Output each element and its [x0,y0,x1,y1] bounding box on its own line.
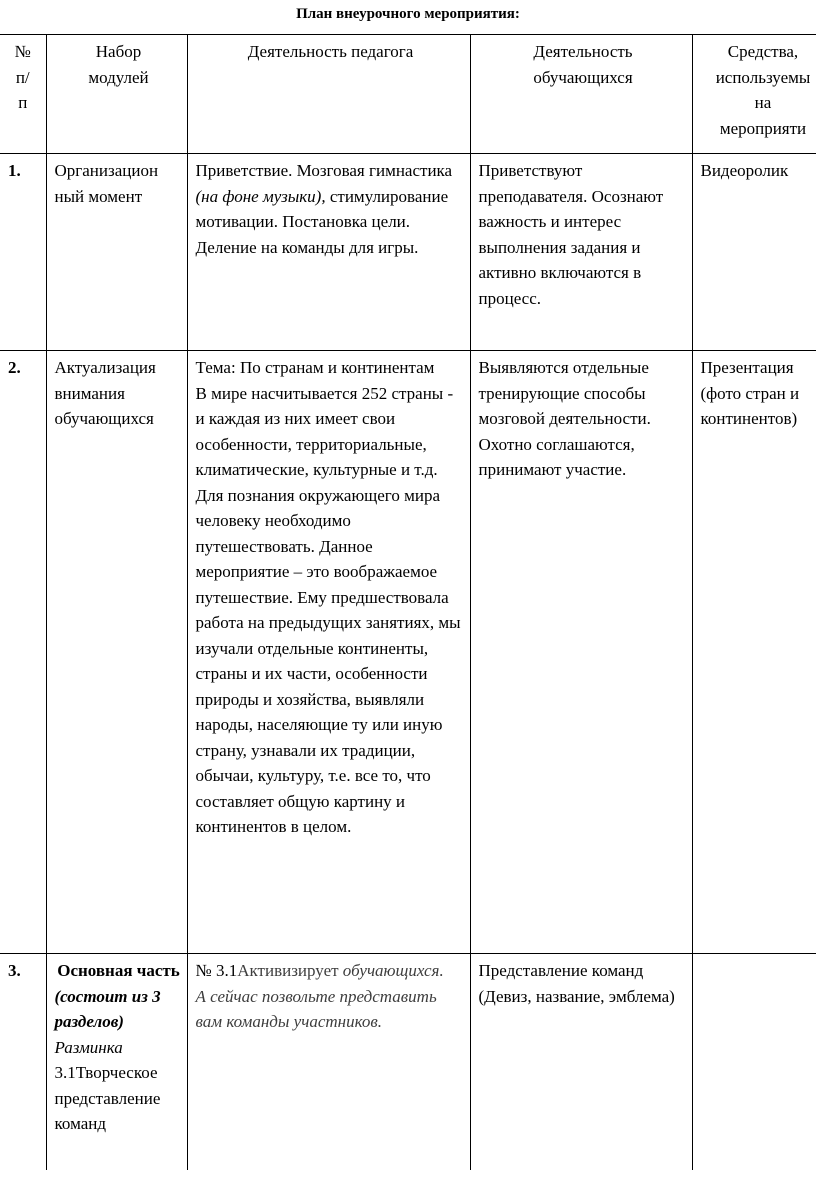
table-row [0,351,816,954]
row-teacher: № 3.1Активизирует обучающихся. А сейчас позвольте представить вам команды участников. [187,954,470,1171]
row-module: Актуализация внимания обучающихся [46,351,187,954]
row-means [692,954,816,1171]
header-num: № п/ п [0,35,46,154]
row-students: Выявляются отдельные тренирующие способы мозговой деятельности. Охотно соглашаются, принимают участие. [470,351,692,954]
row-number: 3. [0,954,46,1171]
table-row [0,954,816,1171]
row-students: Приветствуют преподавателя. Осознают важность и интерес выполнения задания и активно включаются в процесс. [470,154,692,351]
page-title: План внеурочного мероприятия: [296,6,520,22]
plan-table [0,34,816,1170]
table-header-row [0,35,816,154]
header-means: Средства, используемы на мероприяти [692,35,816,154]
row-teacher: Приветствие. Мозговая гимнастика (на фоне музыки), стимулирование мотивации. Постановка цели. Деление на команды для игры. [187,154,470,351]
row-topic: Тема: По странам и континентам [195,358,435,377]
header-students: Деятельность обучающихся [470,35,692,154]
row-teacher-quote: А сейчас позвольте представить вам команды участников. [195,986,437,1031]
row-module: Организацион ный момент [46,154,187,351]
row-means: Видеоролик [692,154,816,351]
row-number: 2. [0,351,46,954]
header-teacher: Деятельность педагога [187,35,470,154]
table-row [0,154,816,351]
row-students: Представление команд (Девиз, название, эмблема) [470,954,692,1171]
header-module: Набор модулей [46,35,187,154]
row-teacher [187,351,470,954]
row-means: Презентация (фото стран и континентов) [692,351,816,954]
row-teacher-body: В мире насчитывается 252 страны - и каждая из них имеет свои особенности, территориальные, климатические, культурные и т.д. Для познания окружающего мира человеку необходимо путешествовать. Данное мероприятие – это воображаемое путешествие. Ему предшествовала работа на предыдущих занятиях, мы изучали отдельные континенты, страны и их части, особенности природы и хозяйства, выявляли народы, населяющие ту или иную страну, узнавали их традиции, обычаи, культуру, т.е. все то, что составляет общую картину и континентов в целом. [195,383,461,836]
row-number: 1. [0,154,46,351]
row-module: Основная часть (состоит из 3 разделов) Разминка 3.1Творческое представление команд [46,954,187,1171]
